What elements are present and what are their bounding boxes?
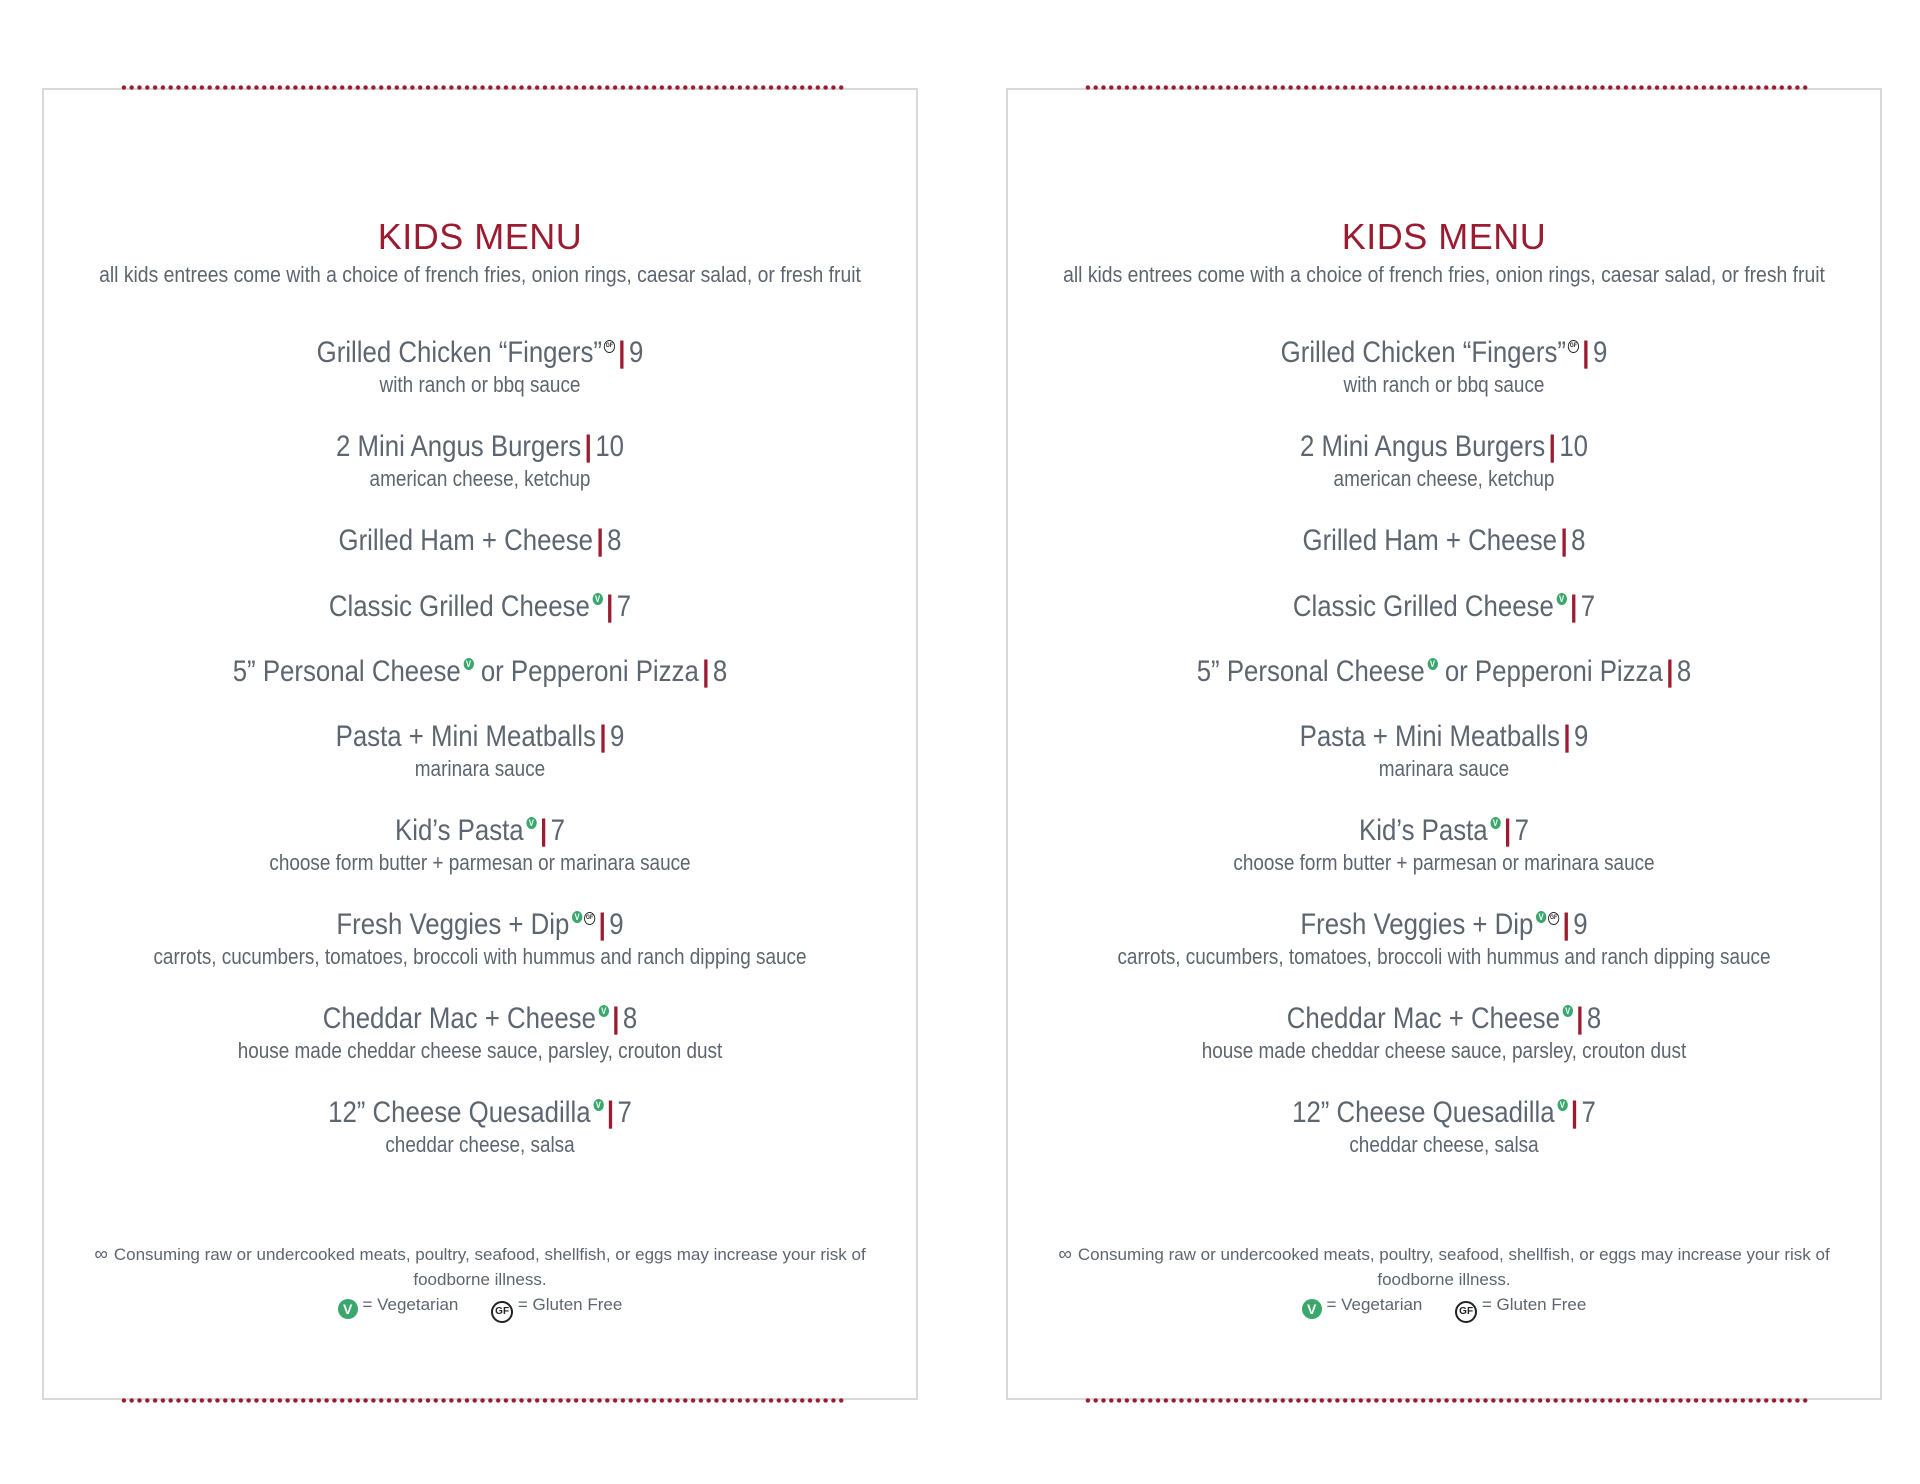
- item-name-part-a: 5” Personal Cheese: [1196, 655, 1425, 688]
- item-description: with ranch or bbq sauce: [379, 372, 581, 397]
- item-description: carrots, cucumbers, tomatoes, broccoli with hummus and ranch dipping sauce: [1117, 944, 1771, 969]
- item-name: Grilled Chicken “Fingers”: [1280, 336, 1566, 369]
- item-name: Kid’s Pasta: [1359, 814, 1488, 847]
- item-price: 9: [1592, 336, 1608, 369]
- price-separator: |: [1503, 814, 1512, 847]
- item-name: Cheddar Mac + Cheese: [322, 1002, 596, 1035]
- gluten-free-legend-icon: GF: [491, 1301, 513, 1323]
- menu-subtitle: all kids entrees come with a choice of french fries, onion rings, caesar salad, or fresh fruit: [99, 262, 861, 287]
- item-description: marinara sauce: [414, 756, 546, 781]
- menu-item-personal-pizza: [44, 655, 916, 689]
- warning-text: Consuming raw or undercooked meats, poultry, seafood, shellfish, or eggs may increase your risk of foodborne illness.: [113, 1245, 866, 1289]
- item-price: 9: [609, 908, 624, 941]
- item-name: Pasta + Mini Meatballs: [1299, 720, 1560, 753]
- food-safety-warning: [1036, 1242, 1852, 1292]
- item-name-part-a: 5” Personal Cheese: [232, 655, 461, 688]
- item-price: 8: [712, 655, 728, 688]
- item-price: 9: [610, 720, 625, 753]
- vegetarian-legend-label: = Vegetarian: [362, 1295, 459, 1314]
- dotted-border-top: [1084, 85, 1808, 90]
- food-safety-warning: [72, 1242, 888, 1292]
- item-description: carrots, cucumbers, tomatoes, broccoli with hummus and ranch dipping sauce: [153, 944, 807, 969]
- item-name: Pasta + Mini Meatballs: [335, 720, 596, 753]
- menu-item-cheddar-mac-cheese: [44, 1002, 916, 1064]
- menu-item-classic-grilled-cheese: [44, 590, 916, 624]
- menu-item-cheddar-mac-cheese: [1008, 1002, 1880, 1064]
- price-separator: |: [702, 655, 710, 688]
- gluten-free-icon: GF: [604, 340, 615, 353]
- item-price: 9: [1574, 720, 1589, 753]
- vegetarian-icon: V: [1536, 911, 1546, 923]
- item-name: 2 Mini Angus Burgers: [335, 430, 582, 463]
- vegetarian-legend-icon: V: [1302, 1299, 1322, 1319]
- price-separator: |: [596, 524, 604, 557]
- vegetarian-icon: V: [593, 1099, 603, 1111]
- menu-item-personal-pizza: [1008, 655, 1880, 689]
- price-separator: |: [599, 720, 607, 753]
- item-name: Fresh Veggies + Dip: [1300, 908, 1534, 941]
- vegetarian-icon: V: [1557, 1099, 1567, 1111]
- price-separator: |: [539, 814, 548, 847]
- vegetarian-icon: V: [1490, 817, 1500, 829]
- gluten-free-legend-icon: GF: [1455, 1301, 1477, 1323]
- item-price: 7: [616, 590, 632, 623]
- dotted-border-bottom: [1084, 1398, 1808, 1403]
- item-name: Cheddar Mac + Cheese: [1286, 1002, 1560, 1035]
- item-name: Fresh Veggies + Dip: [336, 908, 570, 941]
- item-price: 10: [595, 430, 625, 463]
- menu-item-pasta-meatballs: [1008, 720, 1880, 782]
- menu-title: KIDS MENU: [1341, 216, 1547, 257]
- dietary-legend: [72, 1292, 888, 1323]
- dotted-border-bottom: [120, 1398, 844, 1403]
- infinity-icon: ∞: [1058, 1244, 1072, 1265]
- item-description: house made cheddar cheese sauce, parsley, crouton dust: [237, 1038, 723, 1063]
- dotted-border-top: [120, 85, 844, 90]
- menu-item-cheese-quesadilla: [44, 1096, 916, 1158]
- item-description: choose form butter + parmesan or marinara sauce: [1233, 850, 1655, 875]
- item-name: Grilled Ham + Cheese: [338, 524, 594, 557]
- price-separator: |: [606, 1096, 615, 1129]
- price-separator: |: [1582, 336, 1590, 369]
- price-separator: |: [1563, 720, 1571, 753]
- item-name: Grilled Chicken “Fingers”: [316, 336, 602, 369]
- vegetarian-legend-label: = Vegetarian: [1326, 1295, 1423, 1314]
- vegetarian-icon: V: [599, 1005, 609, 1017]
- menu-item-cheese-quesadilla: [1008, 1096, 1880, 1158]
- item-name: 12” Cheese Quesadilla: [1292, 1096, 1555, 1129]
- item-description: marinara sauce: [1378, 756, 1510, 781]
- gluten-free-legend-label: = Gluten Free: [517, 1295, 623, 1314]
- item-description: house made cheddar cheese sauce, parsley, crouton dust: [1201, 1038, 1687, 1063]
- price-separator: |: [1666, 655, 1674, 688]
- vegetarian-icon: V: [1427, 658, 1437, 670]
- item-price: 7: [550, 814, 565, 847]
- price-separator: |: [618, 336, 626, 369]
- item-price: 8: [622, 1002, 638, 1035]
- menu-item-fresh-veggies-dip: [44, 908, 916, 970]
- menu-item-fresh-veggies-dip: [1008, 908, 1880, 970]
- item-name: Grilled Ham + Cheese: [1302, 524, 1558, 557]
- infinity-icon: ∞: [94, 1244, 108, 1265]
- warning-text: Consuming raw or undercooked meats, poultry, seafood, shellfish, or eggs may increase your risk of foodborne illness.: [1077, 1245, 1830, 1289]
- vegetarian-icon: V: [592, 593, 602, 605]
- item-price: 7: [617, 1096, 632, 1129]
- vegetarian-icon: V: [526, 817, 536, 829]
- vegetarian-legend-icon: V: [338, 1299, 358, 1319]
- item-name: 12” Cheese Quesadilla: [328, 1096, 591, 1129]
- item-description: with ranch or bbq sauce: [1343, 372, 1545, 397]
- item-price: 8: [1586, 1002, 1602, 1035]
- dietary-legend: [1036, 1292, 1852, 1323]
- menu-subtitle: all kids entrees come with a choice of french fries, onion rings, caesar salad, or fresh fruit: [1063, 262, 1825, 287]
- item-description: cheddar cheese, salsa: [1349, 1132, 1539, 1157]
- price-separator: |: [1562, 908, 1570, 941]
- menu-item-grilled-chicken-fingers: [1008, 336, 1880, 398]
- item-price: 7: [1580, 590, 1596, 623]
- menu-item-mini-angus-burgers: [44, 430, 916, 492]
- item-price: 9: [1573, 908, 1588, 941]
- vegetarian-icon: V: [572, 911, 582, 923]
- item-description: american cheese, ketchup: [1333, 466, 1555, 491]
- menu-item-classic-grilled-cheese: [1008, 590, 1880, 624]
- item-name-part-b: or Pepperoni Pizza: [1444, 655, 1663, 688]
- menu-page-right: [1006, 88, 1882, 1400]
- gluten-free-icon: GF: [1568, 340, 1579, 353]
- menu-item-kids-pasta: [44, 814, 916, 876]
- menu-footer: [44, 1242, 916, 1323]
- vegetarian-icon: V: [463, 658, 473, 670]
- price-separator: |: [1548, 430, 1556, 463]
- price-separator: |: [584, 430, 592, 463]
- price-separator: |: [1570, 1096, 1579, 1129]
- price-separator: |: [606, 590, 614, 623]
- menu-footer: [1008, 1242, 1880, 1323]
- item-name-part-b: or Pepperoni Pizza: [480, 655, 699, 688]
- price-separator: |: [1576, 1002, 1584, 1035]
- vegetarian-icon: V: [1563, 1005, 1573, 1017]
- menu-item-grilled-ham-cheese: [1008, 524, 1880, 558]
- price-separator: |: [1570, 590, 1578, 623]
- menu-item-kids-pasta: [1008, 814, 1880, 876]
- item-description: american cheese, ketchup: [369, 466, 591, 491]
- item-price: 7: [1514, 814, 1529, 847]
- item-price: 7: [1581, 1096, 1596, 1129]
- gluten-free-legend-label: = Gluten Free: [1481, 1295, 1587, 1314]
- menu-title: KIDS MENU: [377, 216, 583, 257]
- menu-item-mini-angus-burgers: [1008, 430, 1880, 492]
- menu-page-left: [42, 88, 918, 1400]
- item-price: 8: [607, 524, 622, 557]
- item-price: 8: [1676, 655, 1692, 688]
- menu-item-grilled-ham-cheese: [44, 524, 916, 558]
- price-separator: |: [598, 908, 606, 941]
- item-price: 9: [628, 336, 644, 369]
- item-description: cheddar cheese, salsa: [385, 1132, 575, 1157]
- item-name: 2 Mini Angus Burgers: [1299, 430, 1546, 463]
- item-price: 8: [1571, 524, 1586, 557]
- price-separator: |: [1560, 524, 1568, 557]
- menu-item-grilled-chicken-fingers: [44, 336, 916, 398]
- price-separator: |: [612, 1002, 620, 1035]
- item-name: Kid’s Pasta: [395, 814, 524, 847]
- gluten-free-icon: GF: [584, 912, 595, 925]
- vegetarian-icon: V: [1556, 593, 1566, 605]
- item-name: Classic Grilled Cheese: [1292, 590, 1554, 623]
- item-description: choose form butter + parmesan or marinara sauce: [269, 850, 691, 875]
- item-name: Classic Grilled Cheese: [328, 590, 590, 623]
- item-price: 10: [1559, 430, 1589, 463]
- menu-item-pasta-meatballs: [44, 720, 916, 782]
- gluten-free-icon: GF: [1548, 912, 1559, 925]
